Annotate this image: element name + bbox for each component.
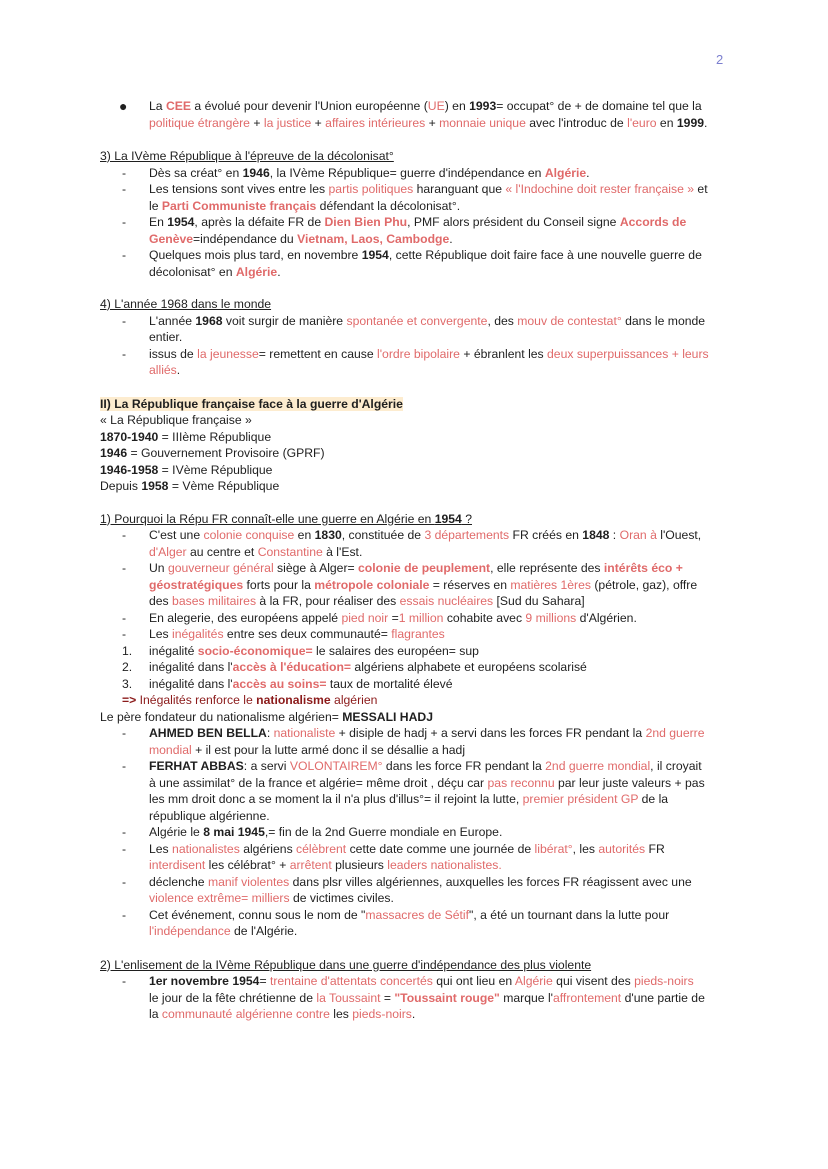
list-item: ● La CEE a évolué pour devenir l'Union européenne (UE) en 1993= occupat° de + de domaine tel que la politique étrangère + la justice + affaires intérieures + monnaie unique avec l'introduc de l'euro en 1999. xyxy=(119,98,708,130)
part-heading: II) La République française face à la guerre d'Algérie xyxy=(100,396,403,411)
list-item: - Les inégalités entre ses deux communauté= flagrantes xyxy=(122,627,445,641)
section-heading: 3) La IVème République à l'épreuve de la décolonisat° xyxy=(100,149,394,163)
bullet-icon: ● xyxy=(119,98,128,114)
list-item: - Les nationalistes algériens célèbrent cette date comme une journée de libérat°, les autorités FR interdisent les célébrat° + arrêtent plusieurs leaders nationalistes. xyxy=(122,841,665,872)
section-heading: 2) L'enlisement de la IVème République dans une guerre d'indépendance des plus violente xyxy=(100,957,592,972)
timeline-row: 1870-1940 = IIIème République xyxy=(100,429,272,444)
list-item: - issus de la jeunesse= remettent en cause l'ordre bipolaire + ébranlent les deux superpuissances + leurs alliés. xyxy=(122,346,709,377)
section-heading: 1) Pourquoi la Répu FR connaît-elle une guerre en Algérie en 1954 ? xyxy=(100,511,472,526)
timeline-row: 1946-1958 = IVème République xyxy=(100,462,273,477)
list-item: - Dès sa créat° en 1946, la IVème République= guerre d'indépendance en Algérie. xyxy=(122,165,590,180)
list-item: - Quelques mois plus tard, en novembre 1954, cette République doit faire face à une nouvelle guerre de décolonisat° en Algérie. xyxy=(122,248,702,279)
list-item: - AHMED BEN BELLA: nationaliste + disiple de hadj + a servi dans les forces FR pendant la 2nd guerre mondial + il est pour la lutte armé donc il se désallie a hadj xyxy=(122,726,705,757)
list-item: - FERHAT ABBAS: a servi VOLONTAIREM° dans les force FR pendant la 2nd guerre mondial, il croyait à une assimilat° de la france et algérie= même droit , déçu car pas reconnu par leur juste valeurs + pas les mm droit donc a se moment la il n'a plus d'illus°= il rejoint la lutte, premier président GP de la république algérienne. xyxy=(122,759,705,823)
timeline-row: 1946 = Gouvernement Provisoire (GPRF) xyxy=(100,446,325,460)
numbered-item: 3. inégalité dans l'accès au soins= taux de mortalité élevé xyxy=(122,676,453,691)
numbered-item: 2. inégalité dans l'accès à l'éducation= algériens alphabete et européens scolarisé xyxy=(122,660,587,674)
republic-label: « La République française » xyxy=(100,413,252,427)
list-item: - En alegerie, des européens appelé pied noir =1 million cohabite avec 9 millions d'Algérien. xyxy=(122,610,637,625)
page-number: 2 xyxy=(716,52,724,67)
list-item: - Les tensions sont vives entre les partis politiques haranguant que « l'Indochine doit rester française » et le Parti Communiste français défendant la décolonisat°. xyxy=(122,182,708,213)
list-item: - C'est une colonie conquise en 1830, constituée de 3 départements FR créés en 1848 : Oran à l'Ouest, d'Alger au centre et Constantine à l'Est. xyxy=(122,528,702,559)
list-item: - déclenche manif violentes dans plsr villes algériennes, auxquelles les forces FR réagissent avec une violence extrême= milliers de victimes civiles. xyxy=(122,874,692,905)
list-item: - 1er novembre 1954= trentaine d'attentats concertés qui ont lieu en Algérie qui visent des pieds-noirs le jour de la fête chrétienne de la Toussaint = "Toussaint rouge" marque l'affrontement d'une partie de la communauté algérienne contre les pieds-noirs. xyxy=(122,974,705,1021)
timeline-row: Depuis 1958 = Vème République xyxy=(100,479,280,493)
father-line: Le père fondateur du nationalisme algérien= MESSALI HADJ xyxy=(100,709,433,724)
list-item: - L'année 1968 voit surgir de manière spontanée et convergente, des mouv de contestat° dans le monde entier. xyxy=(122,313,706,344)
page-content xyxy=(100,98,740,1023)
numbered-item: 1. inégalité socio-économique= le salaires des européen= sup xyxy=(122,643,479,658)
list-item: - Un gouverneur général siège à Alger= colonie de peuplement, elle représente des intérêts éco + géostratégiques forts pour la métropole coloniale = réserves en matières 1ères (pétrole, gaz), offre des bases militaires à la FR, pour réaliser des essais nucléaires [Sud du Sahara] xyxy=(122,561,698,608)
conclusion-line: => Inégalités renforce le nationalisme algérien xyxy=(122,693,378,707)
list-item: - Algérie le 8 mai 1945,= fin de la 2nd Guerre mondiale en Europe. xyxy=(122,825,503,839)
list-item: - Cet événement, connu sous le nom de "massacres de Sétif", a été un tournant dans la lutte pour l'indépendance de l'Algérie. xyxy=(122,907,670,938)
list-item: - En 1954, après la défaite FR de Dien Bien Phu, PMF alors président du Conseil signe Accords de Genève=indépendance du Vietnam, Laos, Cambodge. xyxy=(122,215,687,246)
section-heading: 4) L'année 1968 dans le monde xyxy=(100,297,272,311)
